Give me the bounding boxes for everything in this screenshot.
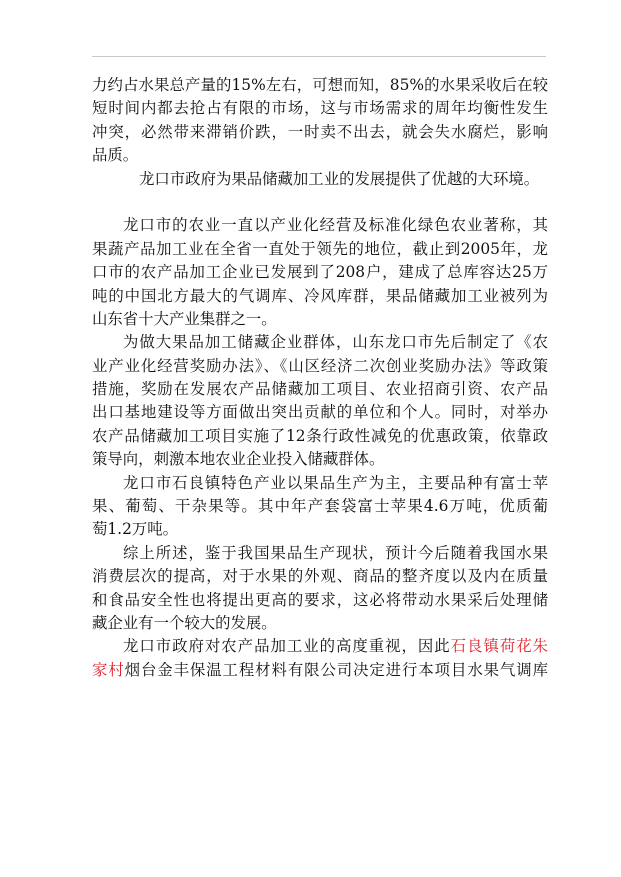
text-line: 和食品安全性也将提出更高的要求，这必将带动水果采后处理储 xyxy=(92,590,548,609)
paragraph xyxy=(92,214,548,331)
text-line: 龙口市石良镇特色产业以果品生产为主，主要品种有富士苹 xyxy=(123,473,548,492)
text-line xyxy=(92,635,548,658)
text-line: 品质。 xyxy=(92,146,139,165)
heading-line: 龙口市政府为果品储藏加工业的发展提供了优越的大环境。 xyxy=(139,169,540,188)
text-line: 冲突，必然带来滞销价跌，一时卖不出去，就会失水腐烂，影响 xyxy=(92,122,548,141)
text-line: 吨的中国北方最大的气调库、冷风库群，果品储藏加工业被列为 xyxy=(92,286,548,305)
text-line: 农产品储藏加工项目实施了12条行政性减免的优惠政策，依靠政 xyxy=(92,426,548,445)
document-body xyxy=(92,74,548,682)
text-line: 果蔬产品加工业在全省一直处于领先的地位，截止到2005年，龙 xyxy=(92,239,548,258)
text-line: 藏企业有一个较大的发展。 xyxy=(92,613,277,632)
highlighted-place-name: 石良镇荷花朱 xyxy=(450,637,548,656)
text-segment: 烟台金丰保温工程材料有限公司决定进行本项目水果气调库 xyxy=(124,660,548,679)
text-line: 出口基地建设等方面做出突出贡献的单位和个人。同时，对举办 xyxy=(92,403,548,422)
text-line: 力约占水果总产量的15%左右，可想而知，85%的水果采收后在较 xyxy=(92,76,548,94)
text-line: 果、葡萄、干杂果等。其中年产套袋富士苹果4.6万吨，优质葡 xyxy=(92,497,548,516)
text-line: 为做大果品加工储藏企业群体，山东龙口市先后制定了《农 xyxy=(123,333,548,352)
text-line: 山东省十大产业集群之一。 xyxy=(92,309,277,328)
text-line: 策导向，刺激本地农业企业投入储藏群体。 xyxy=(92,450,385,469)
section-heading xyxy=(92,168,548,191)
paragraph xyxy=(92,74,548,168)
highlighted-place-name: 家村 xyxy=(92,660,125,679)
text-line: 龙口市的农业一直以产业化经营及标准化绿色农业著称，其 xyxy=(123,216,548,235)
paragraph xyxy=(92,472,548,542)
blank-line xyxy=(92,191,548,214)
paragraph xyxy=(92,331,548,471)
text-line: 消费层次的提高，对于水果的外观、商品的整齐度以及内在质量 xyxy=(92,567,548,586)
text-segment: 龙口市政府对农产品加工业的高度重视，因此 xyxy=(123,637,451,656)
page-header-rule xyxy=(92,56,546,57)
text-line: 短时间内都去抢占有限的市场，这与市场需求的周年均衡性发生 xyxy=(92,99,548,118)
text-line: 萄1.2万吨。 xyxy=(92,520,179,539)
text-line xyxy=(92,659,548,682)
text-line: 措施，奖励在发展农产品储藏加工项目、农业招商引资、农产品 xyxy=(92,380,548,399)
text-line: 综上所述，鉴于我国果品生产现状，预计今后随着我国水果 xyxy=(123,543,548,562)
text-line: 口市的农产品加工企业已发展到了208户，建成了总库容达25万 xyxy=(92,263,548,282)
paragraph xyxy=(92,542,548,636)
text-line: 业产业化经营奖励办法》、《山区经济二次创业奖励办法》等政策 xyxy=(92,356,548,375)
paragraph xyxy=(92,635,548,682)
